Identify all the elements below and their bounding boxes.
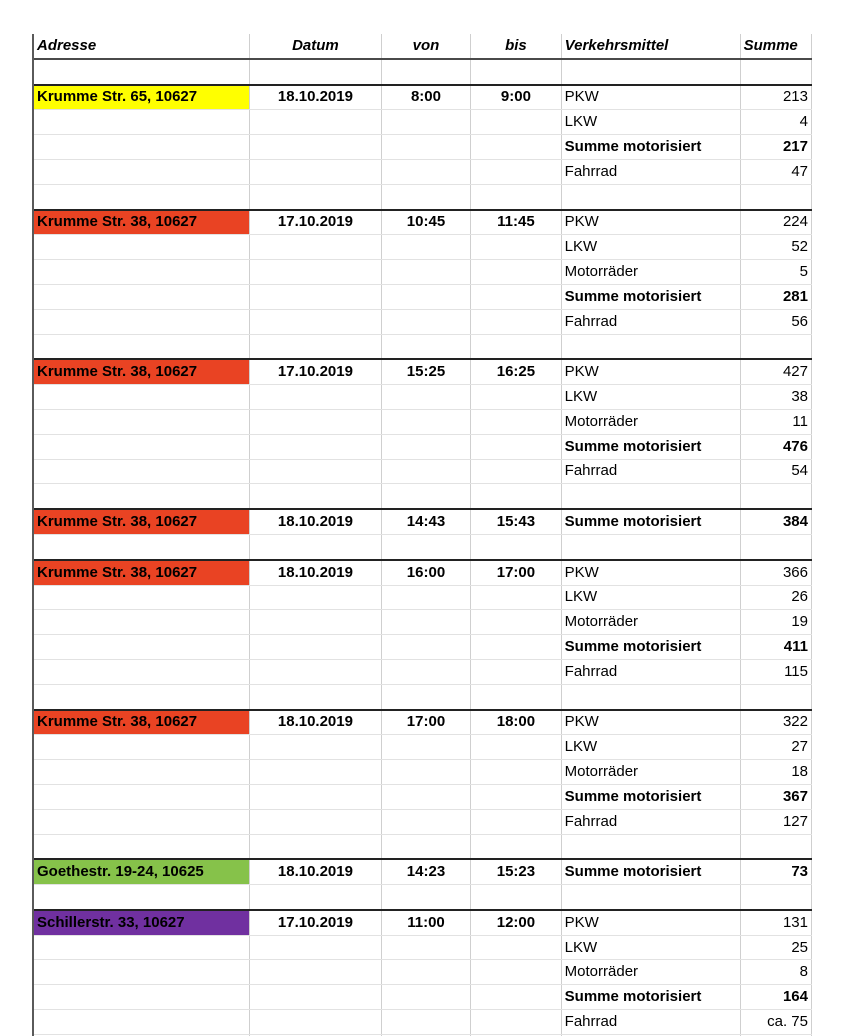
empty-cell <box>381 110 470 135</box>
empty-cell <box>381 385 470 410</box>
vehicle-type-cell: Fahrrad <box>561 309 740 334</box>
count-cell: 47 <box>740 159 811 184</box>
empty-cell <box>34 184 250 209</box>
count-cell: 26 <box>740 585 811 610</box>
table-row <box>34 784 812 809</box>
empty-cell <box>381 434 470 459</box>
table-row <box>34 385 812 410</box>
empty-cell <box>250 784 382 809</box>
spacer-row <box>34 834 812 859</box>
address-cell: Goethestr. 19-24, 10625 <box>34 859 250 884</box>
empty-cell <box>250 284 382 309</box>
count-cell: 38 <box>740 385 811 410</box>
vehicle-type-cell: PKW <box>561 710 740 735</box>
empty-cell <box>34 659 250 684</box>
vehicle-type-cell: LKW <box>561 935 740 960</box>
count-cell: 164 <box>740 985 811 1010</box>
empty-cell <box>34 309 250 334</box>
empty-cell <box>471 159 561 184</box>
header-datum: Datum <box>250 34 382 59</box>
empty-cell <box>740 59 811 85</box>
empty-cell <box>250 184 382 209</box>
table-row <box>34 935 812 960</box>
empty-cell <box>34 1010 250 1035</box>
empty-cell <box>561 834 740 859</box>
empty-cell <box>561 184 740 209</box>
from-time-cell: 16:00 <box>381 560 470 585</box>
to-time-cell: 17:00 <box>471 560 561 585</box>
table-row <box>34 809 812 834</box>
date-cell: 18.10.2019 <box>250 560 382 585</box>
empty-cell <box>471 635 561 660</box>
date-cell: 18.10.2019 <box>250 509 382 534</box>
count-cell: 322 <box>740 710 811 735</box>
header-adresse: Adresse <box>34 34 250 59</box>
count-cell: 52 <box>740 235 811 260</box>
count-cell: 224 <box>740 210 811 235</box>
vehicle-type-cell: Motorräder <box>561 610 740 635</box>
from-time-cell: 10:45 <box>381 210 470 235</box>
address-cell: Krumme Str. 38, 10627 <box>34 359 250 384</box>
empty-cell <box>34 159 250 184</box>
date-cell: 18.10.2019 <box>250 85 382 110</box>
date-cell: 18.10.2019 <box>250 710 382 735</box>
to-time-cell: 15:23 <box>471 859 561 884</box>
empty-cell <box>740 334 811 359</box>
from-time-cell: 17:00 <box>381 710 470 735</box>
empty-cell <box>34 935 250 960</box>
table-body <box>34 34 812 1036</box>
count-cell: ca. 75 <box>740 1010 811 1035</box>
vehicle-type-cell: Fahrrad <box>561 659 740 684</box>
table-row <box>34 509 812 534</box>
empty-cell <box>250 309 382 334</box>
date-cell: 17.10.2019 <box>250 359 382 384</box>
count-cell: 384 <box>740 509 811 534</box>
empty-cell <box>34 960 250 985</box>
count-cell: 4 <box>740 110 811 135</box>
vehicle-type-cell: LKW <box>561 585 740 610</box>
empty-cell <box>250 885 382 910</box>
spacer-row <box>34 885 812 910</box>
empty-cell <box>250 834 382 859</box>
empty-cell <box>250 935 382 960</box>
table-row <box>34 284 812 309</box>
count-cell: 56 <box>740 309 811 334</box>
count-cell: 217 <box>740 135 811 160</box>
vehicle-type-cell: Summe motorisiert <box>561 635 740 660</box>
vehicle-type-cell: PKW <box>561 910 740 935</box>
count-cell: 411 <box>740 635 811 660</box>
vehicle-type-cell: PKW <box>561 359 740 384</box>
empty-cell <box>381 235 470 260</box>
count-cell: 131 <box>740 910 811 935</box>
empty-cell <box>381 635 470 660</box>
table-row <box>34 960 812 985</box>
empty-cell <box>34 684 250 709</box>
empty-cell <box>34 635 250 660</box>
vehicle-type-cell: Motorräder <box>561 409 740 434</box>
empty-cell <box>34 260 250 285</box>
empty-cell <box>561 334 740 359</box>
address-cell: Krumme Str. 65, 10627 <box>34 85 250 110</box>
empty-cell <box>34 484 250 509</box>
empty-cell <box>250 985 382 1010</box>
empty-cell <box>471 659 561 684</box>
empty-cell <box>471 184 561 209</box>
empty-cell <box>471 284 561 309</box>
empty-cell <box>381 159 470 184</box>
address-cell: Krumme Str. 38, 10627 <box>34 710 250 735</box>
table-row <box>34 159 812 184</box>
address-cell: Schillerstr. 33, 10627 <box>34 910 250 935</box>
empty-cell <box>740 484 811 509</box>
empty-cell <box>34 409 250 434</box>
empty-cell <box>34 110 250 135</box>
spacer-row <box>34 684 812 709</box>
empty-cell <box>740 684 811 709</box>
empty-cell <box>34 809 250 834</box>
empty-cell <box>381 885 470 910</box>
to-time-cell: 15:43 <box>471 509 561 534</box>
vehicle-type-cell: Summe motorisiert <box>561 985 740 1010</box>
empty-cell <box>250 684 382 709</box>
count-cell: 427 <box>740 359 811 384</box>
empty-cell <box>381 284 470 309</box>
empty-cell <box>250 59 382 85</box>
count-cell: 115 <box>740 659 811 684</box>
empty-cell <box>250 585 382 610</box>
empty-cell <box>381 760 470 785</box>
empty-cell <box>561 534 740 559</box>
empty-cell <box>34 784 250 809</box>
count-cell: 476 <box>740 434 811 459</box>
vehicle-type-cell: Fahrrad <box>561 1010 740 1035</box>
empty-cell <box>381 1010 470 1035</box>
count-cell: 19 <box>740 610 811 635</box>
empty-cell <box>471 484 561 509</box>
empty-cell <box>250 735 382 760</box>
empty-cell <box>471 59 561 85</box>
table-row <box>34 560 812 585</box>
empty-cell <box>740 834 811 859</box>
vehicle-type-cell: Summe motorisiert <box>561 509 740 534</box>
empty-cell <box>471 334 561 359</box>
vehicle-type-cell: Fahrrad <box>561 159 740 184</box>
from-time-cell: 14:23 <box>381 859 470 884</box>
address-cell: Krumme Str. 38, 10627 <box>34 509 250 534</box>
empty-cell <box>471 585 561 610</box>
count-cell: 11 <box>740 409 811 434</box>
empty-cell <box>471 610 561 635</box>
traffic-count-table <box>32 34 812 1036</box>
vehicle-type-cell: Fahrrad <box>561 459 740 484</box>
empty-cell <box>561 684 740 709</box>
empty-cell <box>34 59 250 85</box>
empty-cell <box>250 1010 382 1035</box>
count-cell: 366 <box>740 560 811 585</box>
empty-cell <box>381 260 470 285</box>
empty-cell <box>381 834 470 859</box>
empty-cell <box>250 434 382 459</box>
empty-cell <box>250 334 382 359</box>
empty-cell <box>34 735 250 760</box>
empty-cell <box>561 885 740 910</box>
table-row <box>34 135 812 160</box>
empty-cell <box>381 735 470 760</box>
data-table <box>34 34 812 1036</box>
empty-cell <box>471 110 561 135</box>
from-time-cell: 11:00 <box>381 910 470 935</box>
from-time-cell: 15:25 <box>381 359 470 384</box>
count-cell: 281 <box>740 284 811 309</box>
empty-cell <box>471 1010 561 1035</box>
empty-cell <box>34 885 250 910</box>
vehicle-type-cell: Fahrrad <box>561 809 740 834</box>
table-row <box>34 359 812 384</box>
empty-cell <box>381 935 470 960</box>
vehicle-type-cell: LKW <box>561 235 740 260</box>
empty-cell <box>381 334 470 359</box>
empty-cell <box>381 610 470 635</box>
empty-cell <box>34 610 250 635</box>
empty-cell <box>471 834 561 859</box>
vehicle-type-cell: Summe motorisiert <box>561 135 740 160</box>
empty-cell <box>471 409 561 434</box>
header-row <box>34 34 812 59</box>
from-time-cell: 8:00 <box>381 85 470 110</box>
empty-cell <box>381 659 470 684</box>
count-cell: 18 <box>740 760 811 785</box>
table-row <box>34 260 812 285</box>
empty-cell <box>561 59 740 85</box>
empty-cell <box>34 235 250 260</box>
empty-cell <box>34 834 250 859</box>
table-row <box>34 585 812 610</box>
vehicle-type-cell: LKW <box>561 110 740 135</box>
spacer-row <box>34 484 812 509</box>
vehicle-type-cell: Summe motorisiert <box>561 434 740 459</box>
empty-cell <box>740 885 811 910</box>
empty-cell <box>471 235 561 260</box>
table-row <box>34 985 812 1010</box>
table-row <box>34 859 812 884</box>
vehicle-type-cell: Summe motorisiert <box>561 784 740 809</box>
date-cell: 18.10.2019 <box>250 859 382 884</box>
empty-cell <box>471 784 561 809</box>
empty-cell <box>250 459 382 484</box>
empty-cell <box>740 184 811 209</box>
empty-cell <box>471 809 561 834</box>
empty-cell <box>34 284 250 309</box>
spacer-row <box>34 184 812 209</box>
empty-cell <box>381 409 470 434</box>
empty-cell <box>471 260 561 285</box>
to-time-cell: 16:25 <box>471 359 561 384</box>
vehicle-type-cell: Summe motorisiert <box>561 284 740 309</box>
empty-cell <box>381 684 470 709</box>
empty-cell <box>34 760 250 785</box>
table-row <box>34 409 812 434</box>
table-row <box>34 610 812 635</box>
table-row <box>34 85 812 110</box>
table-row <box>34 235 812 260</box>
vehicle-type-cell: Summe motorisiert <box>561 859 740 884</box>
empty-cell <box>34 585 250 610</box>
count-cell: 8 <box>740 960 811 985</box>
count-cell: 27 <box>740 735 811 760</box>
count-cell: 25 <box>740 935 811 960</box>
to-time-cell: 9:00 <box>471 85 561 110</box>
empty-cell <box>250 635 382 660</box>
empty-cell <box>381 534 470 559</box>
empty-cell <box>250 260 382 285</box>
to-time-cell: 11:45 <box>471 210 561 235</box>
empty-cell <box>381 184 470 209</box>
empty-cell <box>471 735 561 760</box>
empty-cell <box>471 885 561 910</box>
empty-cell <box>250 235 382 260</box>
empty-cell <box>381 585 470 610</box>
empty-cell <box>250 610 382 635</box>
to-time-cell: 18:00 <box>471 710 561 735</box>
empty-cell <box>471 385 561 410</box>
header-bis: bis <box>471 34 561 59</box>
empty-cell <box>381 985 470 1010</box>
empty-cell <box>250 534 382 559</box>
empty-cell <box>250 760 382 785</box>
vehicle-type-cell: Motorräder <box>561 960 740 985</box>
header-von: von <box>381 34 470 59</box>
empty-cell <box>381 960 470 985</box>
empty-cell <box>250 159 382 184</box>
empty-cell <box>381 484 470 509</box>
count-cell: 213 <box>740 85 811 110</box>
table-row <box>34 659 812 684</box>
empty-cell <box>561 484 740 509</box>
empty-cell <box>250 135 382 160</box>
date-cell: 17.10.2019 <box>250 210 382 235</box>
table-row <box>34 635 812 660</box>
empty-cell <box>250 409 382 434</box>
address-cell: Krumme Str. 38, 10627 <box>34 210 250 235</box>
empty-cell <box>34 385 250 410</box>
vehicle-type-cell: Motorräder <box>561 260 740 285</box>
spacer-row <box>34 534 812 559</box>
empty-cell <box>34 985 250 1010</box>
date-cell: 17.10.2019 <box>250 910 382 935</box>
empty-cell <box>381 459 470 484</box>
empty-cell <box>471 309 561 334</box>
empty-cell <box>250 110 382 135</box>
address-cell: Krumme Str. 38, 10627 <box>34 560 250 585</box>
vehicle-type-cell: PKW <box>561 210 740 235</box>
empty-cell <box>381 784 470 809</box>
empty-cell <box>34 459 250 484</box>
empty-cell <box>381 309 470 334</box>
table-row <box>34 210 812 235</box>
empty-cell <box>381 59 470 85</box>
vehicle-type-cell: LKW <box>561 385 740 410</box>
table-row <box>34 110 812 135</box>
empty-cell <box>471 960 561 985</box>
vehicle-type-cell: PKW <box>561 85 740 110</box>
empty-cell <box>471 935 561 960</box>
empty-cell <box>34 135 250 160</box>
empty-cell <box>250 659 382 684</box>
empty-cell <box>471 684 561 709</box>
empty-cell <box>34 534 250 559</box>
spacer-row <box>34 59 812 85</box>
count-cell: 127 <box>740 809 811 834</box>
empty-cell <box>34 334 250 359</box>
header-summe: Summe <box>740 34 811 59</box>
empty-cell <box>34 434 250 459</box>
empty-cell <box>471 459 561 484</box>
to-time-cell: 12:00 <box>471 910 561 935</box>
empty-cell <box>471 760 561 785</box>
empty-cell <box>250 809 382 834</box>
count-cell: 73 <box>740 859 811 884</box>
count-cell: 5 <box>740 260 811 285</box>
count-cell: 367 <box>740 784 811 809</box>
table-row <box>34 309 812 334</box>
table-row <box>34 1010 812 1035</box>
vehicle-type-cell: LKW <box>561 735 740 760</box>
table-row <box>34 735 812 760</box>
table-row <box>34 910 812 935</box>
empty-cell <box>250 960 382 985</box>
vehicle-type-cell: Motorräder <box>561 760 740 785</box>
header-verkehrsmittel: Verkehrsmittel <box>561 34 740 59</box>
table-row <box>34 760 812 785</box>
empty-cell <box>250 385 382 410</box>
empty-cell <box>381 809 470 834</box>
table-row <box>34 459 812 484</box>
empty-cell <box>471 985 561 1010</box>
empty-cell <box>471 534 561 559</box>
from-time-cell: 14:43 <box>381 509 470 534</box>
empty-cell <box>471 135 561 160</box>
empty-cell <box>471 434 561 459</box>
vehicle-type-cell: PKW <box>561 560 740 585</box>
count-cell: 54 <box>740 459 811 484</box>
empty-cell <box>740 534 811 559</box>
spacer-row <box>34 334 812 359</box>
empty-cell <box>381 135 470 160</box>
table-row <box>34 710 812 735</box>
empty-cell <box>250 484 382 509</box>
table-row <box>34 434 812 459</box>
